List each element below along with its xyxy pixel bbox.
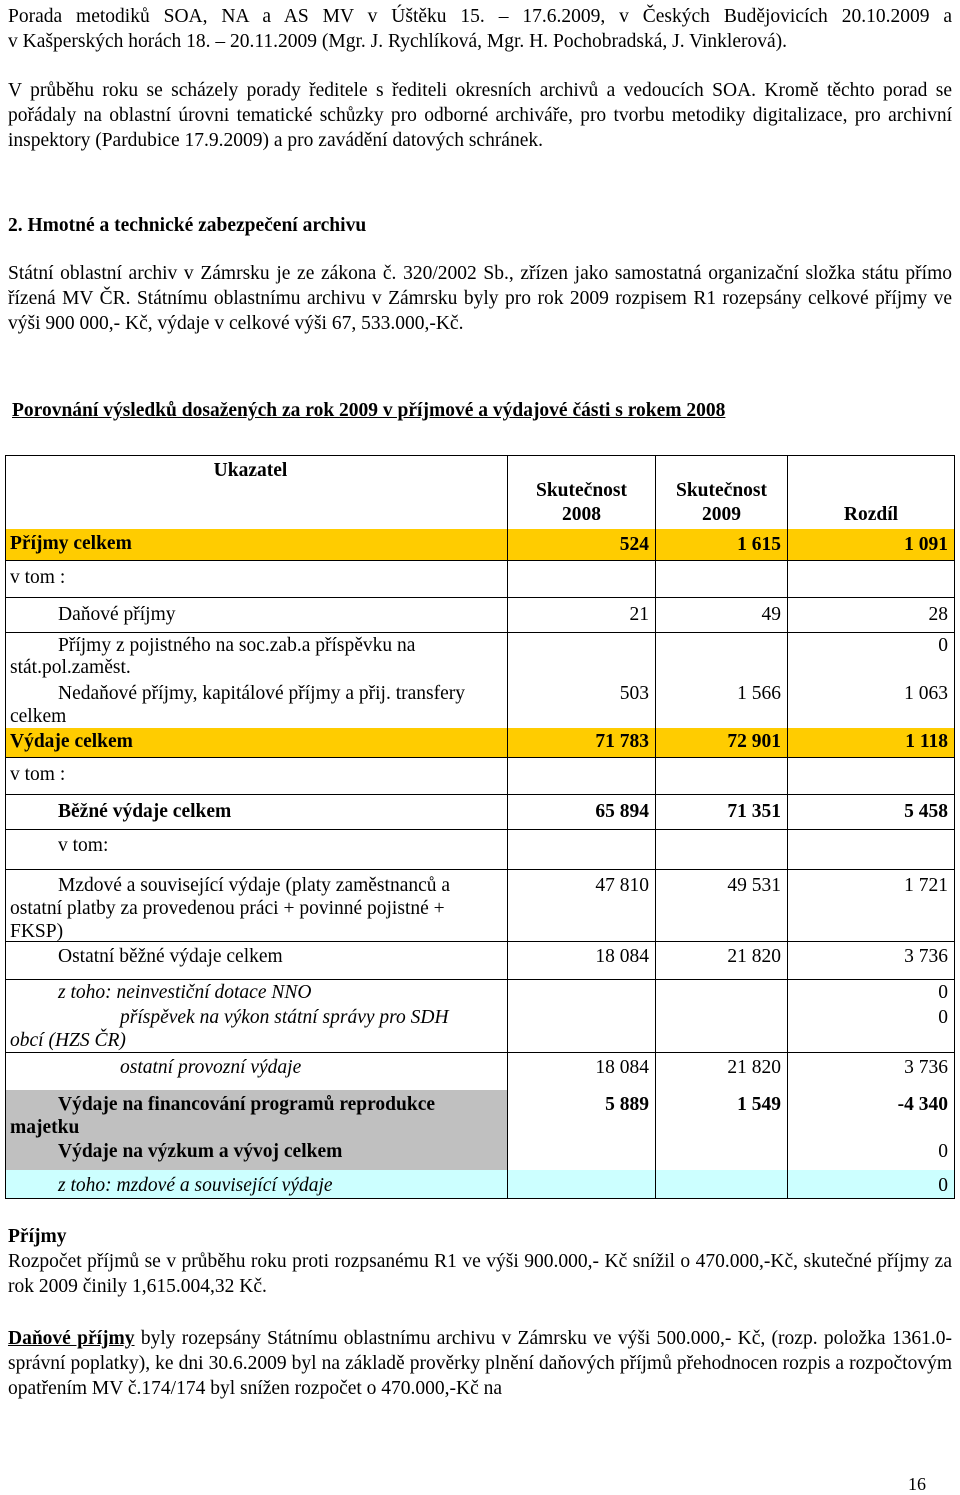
table-row: v tom :	[6, 560, 954, 598]
table-row: v tom:	[6, 829, 954, 870]
table-row: Výdaje celkem 71 783 72 901 1 118	[6, 728, 954, 758]
table-header-row	[6, 456, 954, 530]
table-row: Mzdové a související výdaje (platy zaměstnanců a ostatní platby za provedenou práci + povinné pojistné + FKSP) 47 810 49 531 1 721	[6, 869, 954, 942]
section-heading: 2. Hmotné a technické zabezpečení archivu	[8, 215, 367, 236]
header-col1-line2: 2008	[562, 504, 601, 525]
prijmy-heading: Příjmy	[8, 1226, 67, 1247]
table-row: v tom :	[6, 757, 954, 795]
table-title: Porovnání výsledků dosažených za rok 2009 v příjmové a výdajové části s rokem 2008	[12, 400, 726, 421]
table-row: Nedaňové příjmy, kapitálové příjmy a přij. transfery celkem 503 1 566 1 063	[6, 678, 954, 729]
intro-paragraph: V průběhu roku se scházely porady ředitele s řediteli okresních archivů a vedoucích SOA. Kromě těchto porad se pořádaly na oblastní úrovni tematické schůzky pro odborné archiváře, pro tvorbu metodiky digitalizace, pro archivní inspektory (Pardubice 17.9.2009) a pro zavádění datových schránek.	[8, 80, 952, 151]
table-row: Ostatní běžné výdaje celkem 18 084 21 820 3 736	[6, 941, 954, 980]
table-row: Běžné výdaje celkem 65 894 71 351 5 458	[6, 794, 954, 830]
comparison-table	[5, 455, 955, 1199]
table-row: z toho: neinvestiční dotace NNO 0	[6, 979, 954, 1004]
header-col2-line1: Skutečnost	[675, 480, 768, 501]
header-ukazatel: Ukazatel	[213, 460, 288, 481]
intro-line-2: v Kašperských horách 18. – 20.11.2009 (Mgr. J. Rychlíková, Mgr. H. Pochobradská, J. Vinklerová).	[8, 31, 788, 52]
header-col2-line2: 2009	[702, 504, 741, 525]
table-row: Výdaje na financování programů reprodukce majetku 5 889 1 549 -4 340	[6, 1090, 954, 1138]
danove-paragraph	[8, 1326, 952, 1401]
table-row: Daňové příjmy 21 49 28	[6, 597, 954, 633]
table-row: Výdaje na výzkum a vývoj celkem 0	[6, 1138, 954, 1171]
table-row: Příjmy celkem 524 1 615 1 091	[6, 529, 954, 561]
prijmy-text: Rozpočet příjmů se v průběhu roku proti rozpsanému R1 ve výši 900.000,- Kč snížil o 470.000,-Kč, skutečné příjmy za rok 2009 činily 1,615.004,32 Kč.	[8, 1251, 952, 1297]
section-text: Státní oblastní archiv v Zámrsku je ze zákona č. 320/2002 Sb., zřízen jako samostatná organizační složka státu přímo řízená MV ČR. Státnímu oblastnímu archivu v Zámrsku byly pro rok 2009 rozpisem R1 rozepsány celkové příjmy ve výši 900 000,- Kč, výdaje v celkové výši 67, 533.000,-Kč.	[8, 263, 952, 334]
intro-line-1: Porada metodiků SOA, NA a AS MV v Úštěku 15. – 17.6.2009, v Českých Budějovicích 20.10.2009 a	[8, 6, 952, 27]
danove-text: byly rozepsány Státnímu oblastnímu archivu v Zámrsku ve výši 500.000,- Kč, (rozp. položka 1361.0-správní poplatky), ke dni 30.6.2009 byl na základě prověrky plnění daňových příjmů přehodnocen rozpis a rozpočtovým opatřením MV č.174/174 byl snížen rozpočet o 470.000,-Kč na	[8, 1328, 952, 1399]
page-number: 16	[908, 1474, 926, 1494]
table-row: ostatní provozní výdaje 18 084 21 820 3 736	[6, 1052, 954, 1091]
header-col1-line1: Skutečnost	[535, 480, 628, 501]
table-row: Příjmy z pojistného na soc.zab.a příspěvku na stát.pol.zaměst. 0	[6, 632, 954, 678]
header-col3: Rozdíl	[843, 504, 899, 525]
table-row: příspěvek na výkon státní správy pro SDH obcí (HZS ČR) 0	[6, 1004, 954, 1053]
table-row: z toho: mzdové a související výdaje 0	[6, 1170, 954, 1198]
danove-lead: Daňové příjmy	[8, 1328, 135, 1349]
